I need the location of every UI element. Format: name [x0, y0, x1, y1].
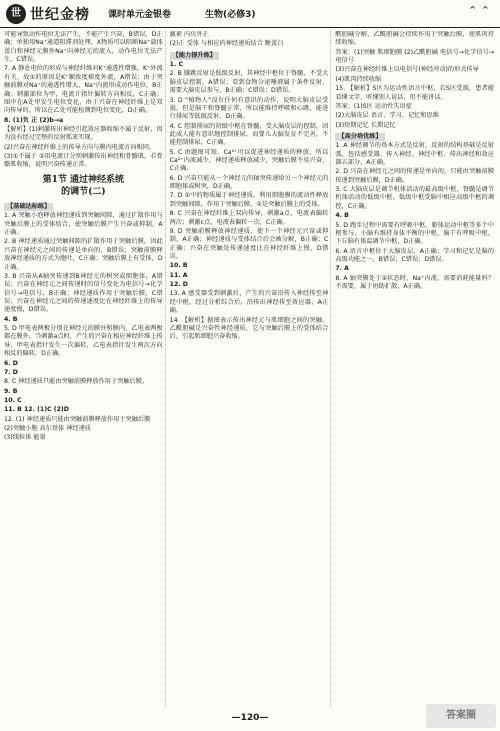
answer-paragraph: 9. B — [4, 387, 18, 395]
answer-paragraph: 5. C 由题图可知，Ca²⁺可以促进神经递质的释放，所以Ca²⁺内流减少，神经递质释放减少，突触后膜不易兴奋，C正确。 — [169, 148, 329, 173]
page-number: —120— — [231, 713, 269, 723]
column-2 — [170, 31, 332, 707]
answer-paragraph: 2. D 兴奋在神经元之间的传递是单向的，只能由突触前膜传递到突触后膜，D正确。 — [335, 168, 495, 184]
section-tag-basic: 【基础达标练】 — [4, 203, 53, 211]
answer-paragraph: (4)肌肉持续收缩 — [335, 75, 382, 83]
answer-paragraph: 6. D 兴奋只能从一个神经元的轴突传递给另一个神经元的细胞体或树突，D正确。 — [169, 174, 329, 191]
answer-paragraph: (2)突触小胞 高尔基体 神经递质 — [4, 425, 91, 433]
answer-paragraph: 13. A 感受器受到刺激后，产生的兴奋沿传入神经传至神经中枢，经过分析综合后，沿传出神经传至效应器，A正确。 — [169, 290, 329, 315]
lesson-title-sub: 的调节(二) — [61, 186, 106, 197]
answer-paragraph: 酰胆碱分解，乙酰胆碱会持续作用于突触后膜，使肌肉持续收缩。 — [335, 31, 495, 47]
section-tag-advanced: 【高分培优练】 — [335, 133, 384, 141]
answer-paragraph: (3)兴奋在神经纤维上以电信号(神经冲动)的形式传导 — [335, 66, 479, 74]
answer-paragraph: 6. D — [4, 359, 18, 367]
page-header — [0, 0, 500, 28]
answer-paragraph: 12. (1) 神经递质只能由突触前膜释放作用于突触后膜 — [4, 415, 151, 423]
answer-paragraph: 4. B — [4, 315, 18, 323]
answer-paragraph: 15. 【解析】S区为运动性语言中枢，若S区受损，患者能看懂文字、听懂别人说话，但不能讲话。 — [335, 85, 495, 101]
answer-paragraph: 7. D — [4, 368, 18, 376]
answer-paragraph: (3)短期记忆 长期记忆 — [335, 121, 396, 129]
answer-paragraph: 7. A 静息电位的形成与神经纤维对K⁺通透性增强、K⁺外流有关，故①的原因是K⁺顺浓度梯度外流，A错误；由于突触前膜对Na⁺的通透性增大，Na⁺内流形成动作电位，B正确；刺激部位为甲，电流计指针偏转方向相反，C正确；图中在A处甲发生电位变化，由于兴奋在神经纤维上是双向传导的，所以在乙处可能检测到电位变化，D正确。 — [4, 65, 163, 115]
answer-paragraph: 7. A — [335, 265, 349, 273]
watermark-logo: 答案圈 — [426, 704, 496, 728]
brand-logo-icon: 世 — [6, 4, 26, 24]
answer-paragraph: 8. C 神经递质只能由突触前膜释放作用于突触后膜。 — [4, 378, 149, 386]
answer-columns — [4, 31, 496, 707]
brand-name: 世纪金榜 — [30, 7, 90, 23]
answer-paragraph: 5. D 跑步过程中需要有呼吸中枢、躯体运动中枢等多个中枢参与，小脑有维持身体平衡的中枢，脑干有呼吸中枢，下丘脑有体温调节中枢，D正确。 — [335, 221, 495, 246]
answer-paragraph: 8. (1)负 正 (2)b→a — [4, 116, 64, 124]
answer-paragraph: (3)线粒体 能量 — [4, 434, 46, 442]
answer-paragraph: (2)大脑皮层 语言、学习、记忆和思维 — [335, 112, 439, 120]
answer-paragraph: 可能导致动作电位无法产生，不能产生兴奋，B错误，D正确；单独用Na⁺通道阻滞剂处理，X物质可以阻断Na⁺载体蛋白和神经元膜外Na⁺向神经元的流入，动作电位无法产生，C错误。 — [4, 31, 163, 64]
answer-paragraph: 8. A 轴突膜处于②状态时，Na⁺内流，需要消耗能量吗？不需要，属于协助扩散，A正确。 — [335, 274, 495, 291]
birds-decoration-icon: ⌃ ⌃ — [468, 4, 490, 17]
answer-paragraph: 【解析】(1)刺激传出神经引起效应器收缩不属于反射，因为没有经过完整的反射弧来实现。 — [4, 125, 163, 142]
answer-paragraph: (3)①不属于 ②用电流计分别刺激传出神经和骨骼肌，若骨骼肌收缩，说明兴奋传递正常。 — [4, 153, 163, 169]
answer-paragraph: 3. C 大脑皮层是调节机体活动的最高级中枢，脊髓是调节机体活动的低级中枢，低级中枢受脑中相应高级中枢的调控，C正确。 — [335, 186, 495, 210]
answer-paragraph: 1. A 突触小泡释放神经递质到突触间隙，通过扩散作用与突触后膜上的受体结合，使突触后膜产生兴奋或抑制，A正确。 — [4, 212, 163, 237]
answer-paragraph: 3. B 兴奋从A轴突传递到B神经元的树突或细胞体，A错误；兴奋在神经元之间传递时的信号变化为电信号→化学信号→电信号，B正确；神经递质作用于突触后膜，C错误；兴奋在神经元之间的传递速度比在神经纤维上的传导速度慢，D错误。 — [4, 272, 163, 314]
answer-paragraph: 3. D “植物人”没有任何有意识的动作，说明大脑皮层受损，但是脑干和脊髓正常，所以能维持呼吸和心跳，能进行排尿等低级反射，D正确。 — [169, 96, 329, 121]
lesson-title — [4, 174, 163, 198]
answer-paragraph: 9. D 突触前膜释放神经递质，使下一个神经元兴奋或抑制，A正确；神经递质与受体结合后会被分解，B正确；C正确；兴奋在突触处传递速度比在神经纤维上慢，D错误。 — [169, 227, 329, 260]
answer-paragraph: 2. B 膝跳反射是低级反射，其神经中枢位于脊髓，不受大脑皮层控制，A错误；看到食物分泌唾液属于条件反射，需要大脑皮层参与，B正确；C错误；D错误。 — [169, 70, 329, 95]
answer-paragraph: 8. C 兴奋在神经纤维上双向传导，刺激a点，电流表偏转两次；刺激c点，电流表偏转一次，C正确。 — [169, 210, 329, 226]
answer-paragraph: 4. B — [335, 212, 349, 220]
answer-paragraph: 11. B 12. (1)C (2)D — [4, 406, 69, 414]
answer-paragraph: 10. C — [4, 396, 22, 404]
answer-paragraph: 答案：(1)S区 运动性失语症 — [335, 102, 412, 110]
answer-paragraph: 2. B 神经递质通过突触间隙的扩散作用于突触后膜，因此兴奋在神经元之间的传递是单向的，B错误；突触前膜释放神经递质的方式为胞吐，C正确；突触后膜上有受体，D正确。 — [4, 238, 163, 271]
column-3 — [335, 31, 496, 707]
answer-paragraph: 12. D — [169, 281, 188, 289]
answer-paragraph: 1. A 神经调节的基本方式是反射，反射的结构基础是反射弧，包括感受器、传入神经、神经中枢、传出神经和效应器五部分，A正确。 — [335, 142, 495, 167]
answer-paragraph: 4. C 控制排尿的初级中枢在脊髓，受大脑皮层的控制，因此成人能有意识地控制排尿，而婴儿大脑发育不完善，不能控制排尿，C正确。 — [169, 122, 329, 147]
answer-paragraph: 6. A 语言中枢位于大脑皮层，A正确；学习和记忆是脑的高级功能之一，B错误；C错误；D错误。 — [335, 247, 495, 263]
answer-paragraph: 7. D ①中的物质属于神经递质，利用细胞膜的流动性释放到突触间隙，作用于突触后膜，②是突触后膜上的受体。 — [169, 192, 329, 208]
answer-paragraph: 答案：(1)突触 肌细胞膜 (2)乙酰胆碱 电信号→化学信号→电信号 — [335, 48, 495, 65]
answer-paragraph: 激素 内负外正 — [169, 31, 209, 38]
answer-paragraph: 11. A — [169, 271, 188, 279]
answer-paragraph: (2)兴奋在神经纤维上的传导方向与膜内电流方向相同。 — [4, 143, 156, 151]
section-tag-ability: 【能力提升练】 — [170, 52, 219, 60]
answer-paragraph: 10. B — [169, 262, 188, 270]
lesson-title-main: 第1节 通过神经系统 — [42, 174, 125, 185]
subject-label: 生物(必修3) — [205, 10, 256, 20]
book-subtitle: 课时单元金银卷 — [108, 10, 172, 20]
column-1 — [4, 31, 166, 707]
answer-paragraph: 14. 【解析】据图表示传出神经元与肌细胞之间的突触。乙酰胆碱是兴奋性神经递质，它与突触后膜上的受体结合后，引起肌细胞兴奋收缩。 — [169, 316, 329, 341]
answer-paragraph: (2)正 受体 与相应的神经递质结合 糖蛋白 — [169, 40, 284, 48]
answer-paragraph: 1. C — [169, 61, 184, 69]
answer-paragraph: 5. D 甲电表两极分别在神经元的膜外和膜内，乙电表两极都在膜外，当刺激a点时，产生的兴奋在相应神经纤维上传导，甲电表指针发生一次偏转，乙电表指针发生两次方向相反的偏转，D正确。 — [4, 325, 163, 358]
